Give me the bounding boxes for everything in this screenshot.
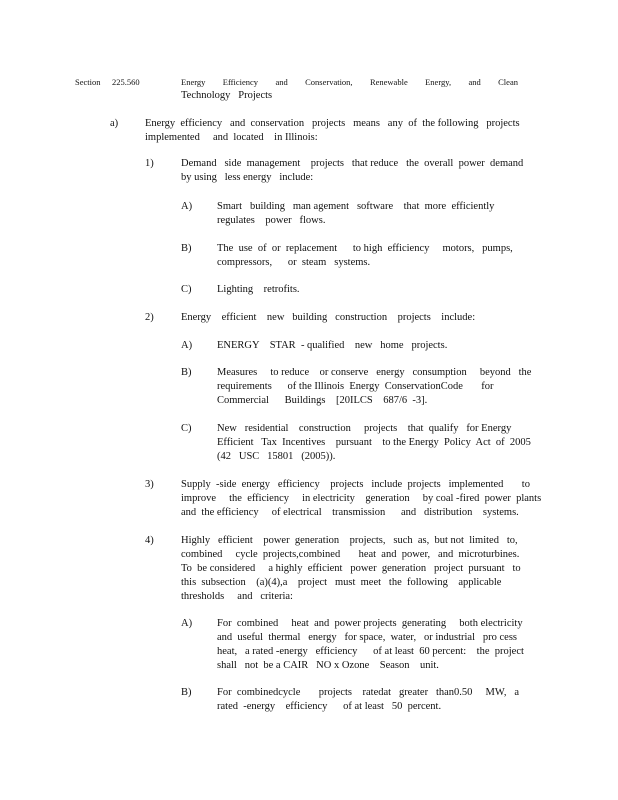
item-2B-text	[217, 366, 532, 408]
paragraph-a-text	[145, 117, 529, 145]
text-line: this subsection (a)(4),a project must meet the following applicable	[181, 577, 502, 588]
text-line: (42 USC 15801 (2005)).	[217, 451, 336, 462]
title-word: and	[468, 77, 481, 87]
text-line: Supply -side energy efficiency projects include projects implemented to	[181, 479, 530, 490]
section-title-line1	[181, 75, 518, 89]
text-line: For combined heat and power projects generating both electricity	[217, 618, 523, 629]
text-line: implemented and located in Illinois:	[145, 132, 318, 143]
item-1A-text	[217, 200, 507, 228]
item-1-text	[181, 157, 531, 185]
title-word: Renewable	[369, 77, 408, 87]
text-line: rated -energy efficiency of at least 50 percent.	[217, 701, 442, 712]
text-line: Measures to reduce or conserve energy consumption beyond the	[217, 367, 532, 378]
text-line: regulates power flows.	[217, 215, 326, 226]
item-1C-marker: C)	[181, 284, 192, 295]
title-word: Conservation,	[305, 77, 353, 87]
text-line: heat, a rated -energy efficiency of at least 60 percent: the project	[217, 646, 524, 657]
text-line: Highly efficient power generation projects, such as, but not limited to,	[181, 535, 518, 546]
text-line: Energy efficiency and conservation projects means any of the following projects	[145, 118, 520, 129]
item-4B-marker: B)	[181, 687, 192, 698]
item-2B-marker: B)	[181, 367, 192, 378]
item-3-text	[181, 478, 542, 520]
title-word: Efficiency	[222, 77, 259, 87]
text-line: New residential construction projects that qualify for Energy	[217, 423, 512, 434]
title-word: Energy	[181, 77, 206, 87]
section-title-line2: Technology Projects	[181, 90, 273, 101]
item-4-marker: 4)	[145, 535, 154, 546]
text-line: and useful thermal energy for space, water, or industrial pro cess	[217, 632, 517, 643]
title-word: Energy,	[425, 77, 452, 87]
item-1C-text	[217, 283, 507, 297]
text-line: and the efficiency of electrical transmission and distribution systems.	[181, 507, 519, 518]
item-4B-text	[217, 686, 529, 714]
item-1-marker: 1)	[145, 158, 154, 169]
text-line: thresholds and criteria:	[181, 591, 293, 602]
text-line: improve the efficiency in electricity generation by coal -fired power plants	[181, 493, 542, 504]
item-4-text	[181, 534, 531, 604]
text-line: by using less energy include:	[181, 172, 314, 183]
text-line: Demand side management projects that reduce the overall power demand	[181, 158, 524, 169]
paragraph-a-marker: a)	[110, 118, 119, 129]
item-2A-text	[217, 339, 527, 353]
text-line: Lighting retrofits.	[217, 284, 300, 295]
text-line: Smart building man agement software that more efficiently	[217, 201, 495, 212]
text-line: Commercial Buildings [20ILCS 687/6 -3].	[217, 395, 428, 406]
text-line: requirements of the Illinois Energy ConservationCode for	[217, 381, 494, 392]
item-2C-marker: C)	[181, 423, 192, 434]
text-line: ENERGY STAR - qualified new home projects.	[217, 340, 448, 351]
title-word: and	[275, 77, 288, 87]
title-word: Clean	[498, 77, 518, 87]
item-1B-text	[217, 242, 513, 270]
item-2-marker: 2)	[145, 312, 154, 323]
item-3-marker: 3)	[145, 479, 154, 490]
text-line: compressors, or steam systems.	[217, 257, 371, 268]
text-line: Energy efficient new building construction projects include:	[181, 312, 476, 323]
text-line: The use of or replacement to high efficiency motors, pumps,	[217, 243, 513, 254]
item-4A-text	[217, 617, 529, 673]
item-2-text	[181, 311, 531, 325]
section-number: 225.560	[112, 77, 140, 87]
text-line: combined cycle projects,combined heat and power, and microturbines.	[181, 549, 520, 560]
text-line: For combinedcycle projects ratedat greater than0.50 MW, a	[217, 687, 519, 698]
item-1A-marker: A)	[181, 201, 193, 212]
text-line: Efficient Tax Incentives pursuant to the Energy Policy Act of 2005	[217, 437, 531, 448]
text-line: To be considered a highly efficient power generation project pursuant to	[181, 563, 521, 574]
item-4A-marker: A)	[181, 618, 193, 629]
item-1B-marker: B)	[181, 243, 192, 254]
item-2C-text	[217, 422, 537, 464]
text-line: shall not be a CAIR NO x Ozone Season unit.	[217, 660, 439, 671]
section-label: Section	[75, 77, 101, 87]
item-2A-marker: A)	[181, 340, 193, 351]
